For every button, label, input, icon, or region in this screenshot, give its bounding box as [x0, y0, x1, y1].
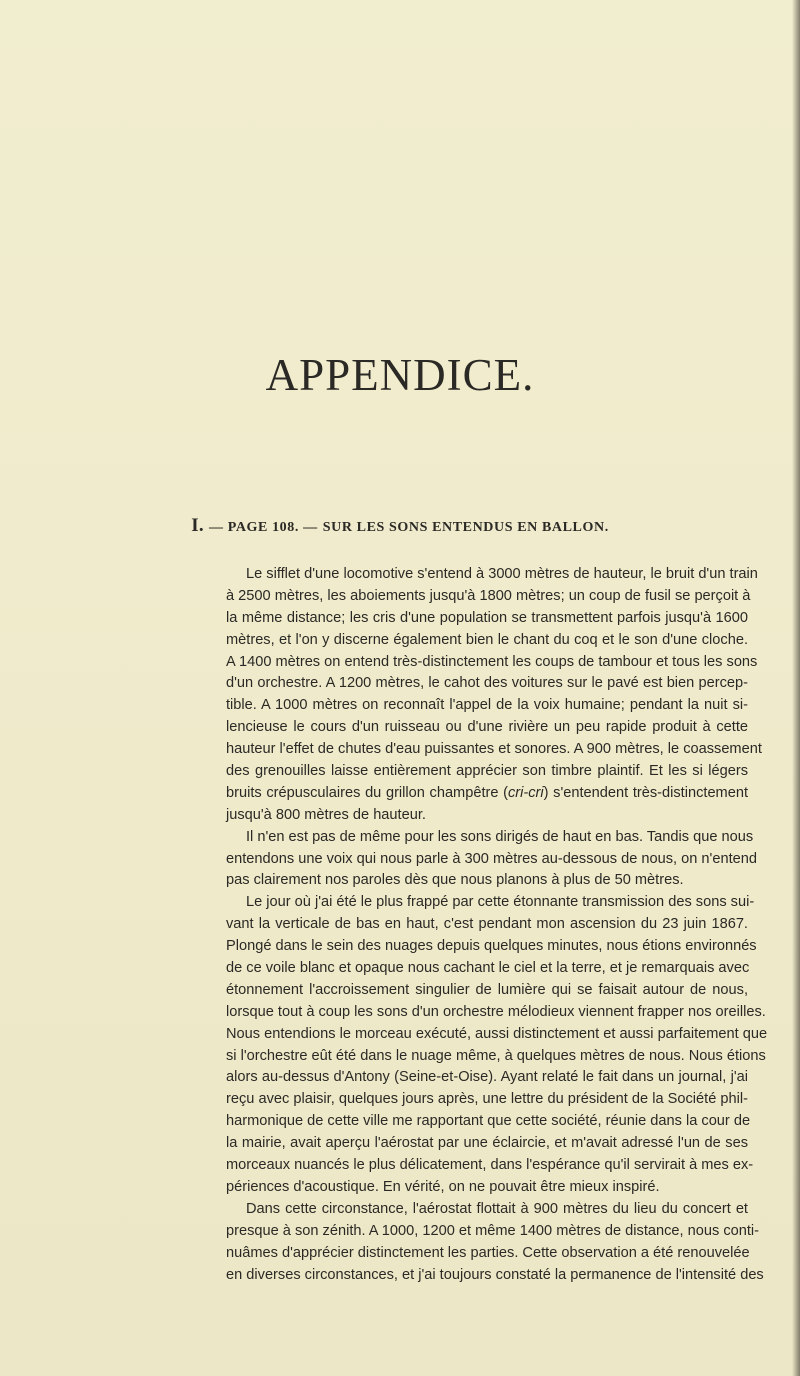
page-title: APPENDICE. — [265, 350, 535, 400]
text-line: morceaux nuancés le plus délicatement, dans l'espérance qu'il servirait à mes ex- — [226, 1157, 754, 1174]
text-line: d'un orchestre. A 1200 mètres, le cahot des voitures sur le pavé est bien percep- — [226, 675, 748, 692]
body-text — [226, 564, 768, 1286]
italic-term: cri-cri — [508, 784, 544, 801]
text-line: hauteur l'effet de chutes d'eau puissantes et sonores. A 900 mètres, le coassement — [226, 741, 762, 758]
text-line: A 1400 mètres on entend très-distinctement les coups de tambour et tous les sons — [226, 653, 758, 670]
text-line: vant la verticale de bas en haut, c'est pendant mon ascension du 23 juin 1867. — [226, 916, 748, 933]
text-line: jusqu'à 800 mètres de hauteur. — [226, 806, 426, 823]
text-line: harmonique de cette ville me rapportant que cette société, réunie dans la cour de — [226, 1113, 751, 1130]
text-line: à 2500 mètres, les aboiements jusqu'à 1800 mètres; un coup de fusil se perçoit à — [226, 587, 751, 604]
text-line: Le sifflet d'une locomotive s'entend à 3000 mètres de hauteur, le bruit d'un train — [246, 566, 758, 582]
text-line: lencieuse le cours d'un ruisseau ou d'une rivière un peu rapide produit à cette — [226, 719, 748, 736]
text-line: alors au-dessus d'Antony (Seine-et-Oise). Ayant relaté le fait dans un journal, j'ai — [226, 1069, 748, 1086]
text-line: si l'orchestre eût été dans le nuage même, à quelques mètres de nous. Nous étions — [226, 1047, 766, 1064]
text-line: mètres, et l'on y discerne également bien le chant du coq et le son d'une cloche. — [226, 631, 748, 648]
section-subject: SUR LES SONS ENTENDUS EN BALLON. — [322, 520, 609, 535]
text-line: Nous entendions le morceau exécuté, aussi distinctement et aussi parfaitement que — [226, 1025, 768, 1042]
text-line: Plongé dans le sein des nuages depuis quelques minutes, nous étions environnés — [226, 938, 757, 955]
text-line: lorsque tout à coup les sons d'un orchestre mélodieux viennent frapper nos oreilles. — [226, 1003, 766, 1020]
page-binding-shadow — [792, 0, 800, 1376]
text-line: reçu avec plaisir, quelques jours après, une lettre du président de la Société phil- — [226, 1091, 748, 1108]
text-line: la même distance; les cris d'une population se transmettent parfois jusqu'à 1600 — [226, 609, 748, 626]
text-line: nuâmes d'apprécier distinctement les parties. Cette observation a été renouvelée — [226, 1244, 750, 1261]
text-line: en diverses circonstances, et j'ai toujours constaté la permanence de l'intensité des — [226, 1266, 764, 1283]
text-line: entendons une voix qui nous parle à 300 mètres au-dessous de nous, on n'entend — [226, 850, 757, 867]
text-line: bruits crépusculaires du grillon champêtre (cri-cri) s'entendent très-distinctement — [226, 784, 748, 801]
text-line: la mairie, avait aperçu l'aérostat par une éclaircie, et m'avait adressé l'un de ses — [226, 1135, 748, 1152]
text-line: Le jour où j'ai été le plus frappé par cette étonnante transmission des sons sui- — [246, 894, 755, 911]
text-line: Il n'en est pas de même pour les sons dirigés de haut en bas. Tandis que nous — [246, 828, 754, 845]
text-line: de ce voile blanc et opaque nous cachant le ciel et la terre, et je remarquais avec — [226, 960, 750, 977]
section-page-reference: — PAGE 108. — — [209, 520, 318, 535]
section-heading — [0, 516, 800, 535]
text-line: étonnement l'accroissement singulier de lumière qui se faisait autour de nous, — [226, 981, 748, 998]
text-line: périences d'acoustique. En vérité, on ne pouvait être mieux inspiré. — [226, 1178, 660, 1195]
text-line: tible. A 1000 mètres on reconnaît l'appel de la voix humaine; pendant la nuit si- — [226, 697, 748, 714]
text-line: presque à son zénith. A 1000, 1200 et même 1400 mètres de distance, nous conti- — [226, 1222, 760, 1239]
section-number: I. — [191, 515, 204, 536]
text-line: Dans cette circonstance, l'aérostat flottait à 900 mètres du lieu du concert et — [246, 1200, 748, 1217]
text-line: pas clairement nos paroles dès que nous planons à plus de 50 mètres. — [226, 872, 684, 889]
text-line: des grenouilles laisse entièrement apprécier son timbre plaintif. Et les si légers — [226, 763, 748, 780]
